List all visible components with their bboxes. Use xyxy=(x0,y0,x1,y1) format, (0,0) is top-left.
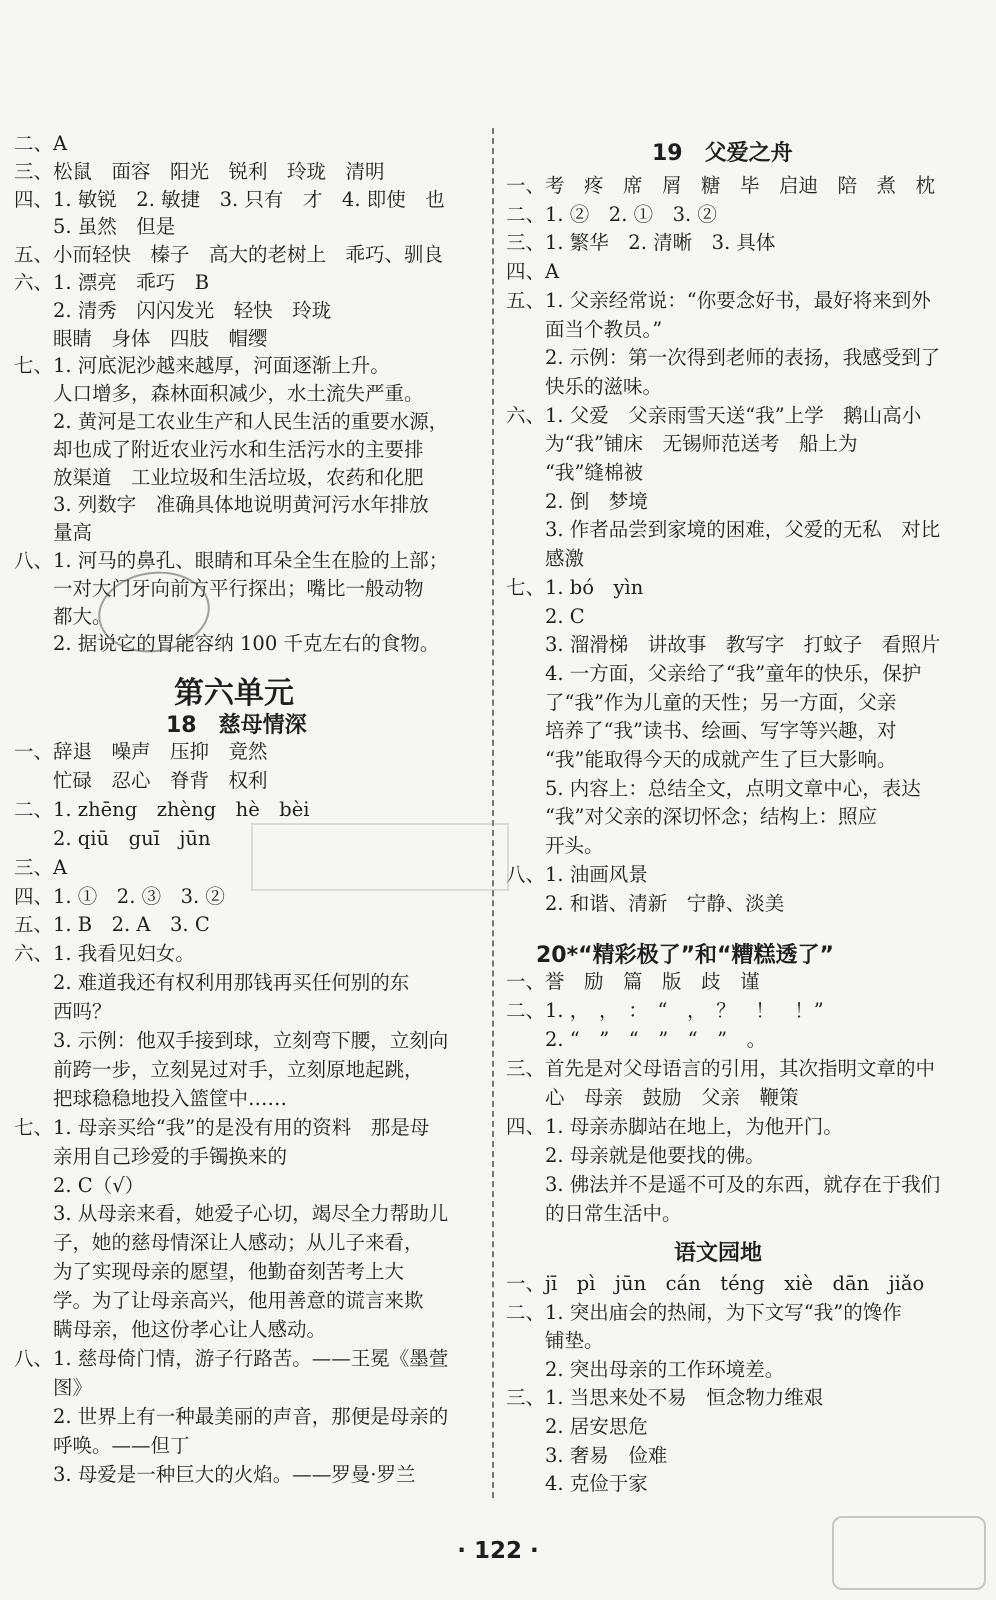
answer-line: 二、1. zhēng zhèng hè bèi xyxy=(14,797,310,821)
answer-line: 五、1. 父亲经常说：“你要念好书，最好将来到外 xyxy=(506,288,931,312)
answer-line: 六、1. 父爱 父亲雨雪天送“我”上学 鹅山高小 xyxy=(506,403,922,427)
answer-line: 2. 黄河是工农业生产和人民生活的重要水源， xyxy=(14,410,449,433)
answer-line: 八、1. 河马的鼻孔、眼睛和耳朵全生在脸的上部； xyxy=(14,549,449,572)
answer-line: 2. 据说它的胃能容纳 100 千克左右的食物。 xyxy=(14,632,440,656)
answer-line: 2. 居安思危 xyxy=(506,1415,648,1438)
answer-line: 眼睛 身体 四肢 帽缨 xyxy=(14,326,268,350)
answer-line: 三、首先是对父母语言的引用，其次指明文章的中 xyxy=(506,1057,936,1080)
unit-title: 第六单元 xyxy=(174,676,294,711)
answer-line: 的日常生活中。 xyxy=(506,1202,682,1225)
answer-line: 2. 和谐、清新 宁静、淡美 xyxy=(506,891,785,915)
answer-line: 一、jī pì jūn cán téng xiè dān jiǎo xyxy=(506,1272,925,1295)
answer-line: 七、1. 母亲买给“我”的是没有用的资料 那是母 xyxy=(14,1115,430,1139)
answer-line: 3. 列数字 准确具体地说明黄河污水年排放 xyxy=(14,493,429,517)
answer-line: 一对大门牙向前方平行探出；嘴比一般动物 xyxy=(14,576,424,600)
answer-line: 四、1. 母亲赤脚站在地上，为他开门。 xyxy=(506,1115,843,1138)
answer-line: 培养了“我”读书、绘画、写字等兴趣，对 xyxy=(506,719,897,743)
answer-line: 瞒母亲，他这份孝心让人感动。 xyxy=(14,1318,327,1341)
answer-line: 三、1. 当思来处不易 恒念物力维艰 xyxy=(506,1386,824,1410)
answer-line: “我”缝棉被 xyxy=(506,461,643,484)
answer-line: 图》 xyxy=(14,1375,93,1399)
answer-line: 八、1. 慈母倚门情，游子行路苦。——王冕《墨萱 xyxy=(14,1346,449,1370)
answer-line: 3. 佛法并不是遥不可及的东西，就存在于我们 xyxy=(506,1173,941,1196)
answer-line: 亲用自己珍爱的手镯换来的 xyxy=(14,1144,288,1168)
answer-line: 呼唤。——但丁 xyxy=(14,1433,190,1457)
answer-line: 却也成了附近农业污水和生活污水的主要排 xyxy=(14,437,424,461)
lesson-19-title: 19 父爱之舟 xyxy=(652,141,793,166)
answer-line: 一、考 疼 席 屑 糖 毕 启迪 陪 煮 枕 xyxy=(506,174,936,197)
answer-line: 2. 清秀 闪闪发光 轻快 玲珑 xyxy=(14,298,332,322)
answer-line: “我”对父亲的深切怀念；结构上：照应 xyxy=(506,805,877,829)
lesson-18-title: 18 慈母情深 xyxy=(166,713,307,738)
answer-line: 学。为了让母亲高兴，他用善意的谎言来欺 xyxy=(14,1289,424,1313)
answer-line: 3. 示例：他双手接到球，立刻弯下腰，立刻向 xyxy=(14,1029,449,1052)
answer-line: 把球稳稳地投入篮筐中…… xyxy=(14,1086,288,1110)
answer-line: 六、1. 我看见妇女。 xyxy=(14,942,195,966)
answer-line: 为“我”铺床 无锡师范送考 船上为 xyxy=(506,432,858,456)
page-number: · 122 · xyxy=(457,1538,539,1564)
answer-line: 2. C（√） xyxy=(14,1173,145,1197)
answer-line: 4. 一方面，父亲给了“我”童年的快乐，保护 xyxy=(506,661,922,685)
answer-line: 3. 母爱是一种巨大的火焰。——罗曼·罗兰 xyxy=(14,1462,416,1486)
lesson-20-title: 20*“精彩极了”和“糟糕透了” xyxy=(536,943,834,968)
answer-line: 3. 作者品尝到家境的困难，父爱的无私 对比 xyxy=(506,518,941,542)
answer-line: 七、1. bó yìn xyxy=(506,575,644,599)
answer-line: 二、1. 突出庙会的热闹，为下文写“我”的馋作 xyxy=(506,1300,902,1324)
answer-line: 3. 从母亲来看，她爱子心切，竭尽全力帮助儿 xyxy=(14,1202,449,1226)
answer-line: 二、A xyxy=(14,132,68,155)
answer-line: 三、1. 繁华 2. 清晰 3. 具体 xyxy=(506,231,776,255)
answer-line: 四、1. ① 2. ③ 3. ② xyxy=(14,884,225,908)
answer-line: 为了实现母亲的愿望，他勤奋刻苦考上大 xyxy=(14,1260,405,1284)
answer-line: 量高 xyxy=(14,521,93,545)
answer-line: 开头。 xyxy=(506,834,604,858)
answer-line: 5. 虽然 但是 xyxy=(14,215,176,239)
answer-line: 2. 母亲就是他要找的佛。 xyxy=(506,1144,765,1167)
answer-line: 2. 突出母亲的工作环境差。 xyxy=(506,1357,785,1381)
answer-line: 一、誉 励 篇 版 歧 谨 xyxy=(506,970,760,993)
answer-line: 四、1. 敏锐 2. 敏捷 3. 只有 才 4. 即使 也 xyxy=(14,187,445,211)
answer-line: 了“我”作为儿童的天性；另一方面，父亲 xyxy=(506,690,897,714)
answer-line: 2. 示例：第一次得到老师的表扬，我感受到了 xyxy=(506,346,941,370)
answer-line: 3. 奢易 俭难 xyxy=(506,1443,668,1467)
answer-line: 西吗？ xyxy=(14,1000,112,1024)
answer-line: 3. 溜滑梯 讲故事 教写字 打蚊子 看照片 xyxy=(506,633,941,657)
answer-line: 都大。 xyxy=(14,604,112,628)
answer-line: 二、1. ② 2. ① 3. ② xyxy=(506,202,717,226)
chinese-garden-title: 语文园地 xyxy=(674,1241,763,1266)
answer-line: 五、小而轻快 榛子 高大的老树上 乖巧、驯良 xyxy=(14,243,444,267)
answer-line: 四、A xyxy=(506,260,560,284)
answer-line: 心 母亲 鼓励 父亲 鞭策 xyxy=(506,1086,799,1109)
answer-line: 2. 难道我还有权利用那钱再买任何别的东 xyxy=(14,971,410,995)
answer-line: 七、1. 河底泥沙越来越厚，河面逐渐上升。 xyxy=(14,354,390,378)
answer-line: 忙碌 忍心 脊背 权利 xyxy=(14,768,268,792)
answer-line: 2. 倒 梦境 xyxy=(506,489,648,513)
answer-line: “我”能取得今天的成就产生了巨大影响。 xyxy=(506,748,897,771)
answer-line: 5. 内容上：总结全文，点明文章中心，表达 xyxy=(506,776,921,800)
answer-line: 2. “ ” “ ” “ ” 。 xyxy=(506,1028,767,1051)
answer-line: 三、A xyxy=(14,855,68,879)
answer-line: 三、松鼠 面容 阳光 锐利 玲珑 清明 xyxy=(14,159,385,183)
answer-line: 六、1. 漂亮 乖巧 B xyxy=(14,271,210,294)
answer-line: 二、1. ， ， ： “ ， ？ ！ ！” xyxy=(506,999,824,1022)
answer-line: 4. 克俭于家 xyxy=(506,1472,648,1496)
answer-line: 放渠道 工业垃圾和生活垃圾，农药和化肥 xyxy=(14,465,424,489)
answer-line: 子，她的慈母情深让人感动；从儿子来看， xyxy=(14,1231,424,1255)
answer-line: 2. C xyxy=(506,604,585,628)
answer-line: 前跨一步，立刻晃过对手，立刻原地起跳， xyxy=(14,1057,424,1081)
answer-line: 2. 世界上有一种最美丽的声音，那便是母亲的 xyxy=(14,1404,449,1428)
answer-line: 一、辞退 噪声 压抑 竟然 xyxy=(14,740,268,763)
watermark xyxy=(250,822,510,907)
answer-line: 面当个教员。” xyxy=(506,317,663,341)
answer-line: 人口增多，森林面积减少，水土流失严重。 xyxy=(14,382,424,406)
answer-line: 2. qiū guī jūn xyxy=(14,826,211,850)
answer-line: 八、1. 油画风景 xyxy=(506,862,648,886)
answer-line: 快乐的滋味。 xyxy=(506,374,663,398)
column-divider xyxy=(492,128,494,1498)
answer-line: 铺垫。 xyxy=(506,1329,604,1353)
answer-line: 五、1. B 2. A 3. C xyxy=(14,913,210,937)
answer-line: 感激 xyxy=(506,547,585,571)
